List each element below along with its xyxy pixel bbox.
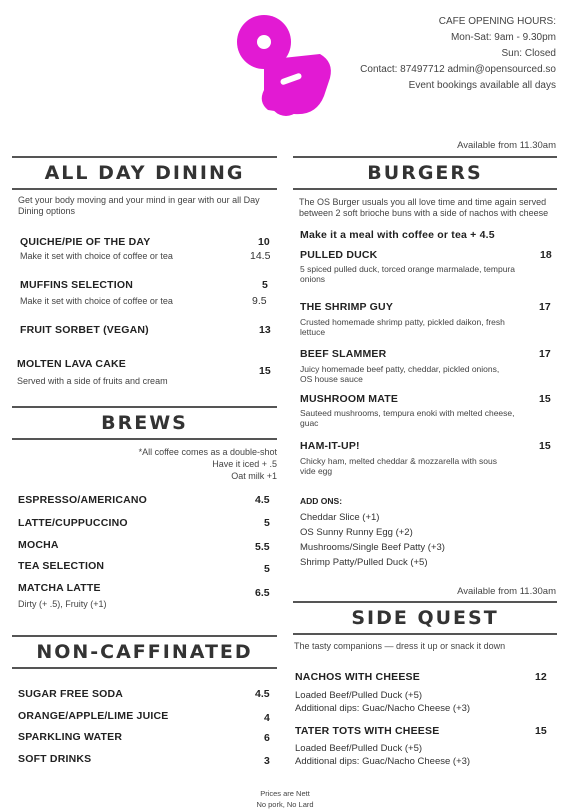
addon-item: Shrimp Patty/Pulled Duck (+5) [300,557,428,568]
menu-item-price: 5 [262,279,268,291]
addon-item: Cheddar Slice (+1) [300,512,380,523]
menu-item-price: 6.5 [255,587,270,599]
menu-item-desc: Dirty (+ .5), Fruity (+1) [18,599,107,609]
footer-prices-note: Prices are Nett [260,789,310,798]
menu-item-desc: 5 spiced pulled duck, torced orange marmalade, tempura onions [300,264,515,284]
sunday-hours: Sun: Closed [501,48,556,59]
menu-item-price: 5 [264,563,270,575]
addons-list [300,510,445,570]
side-quest-availability: Available from 11.30am [457,586,556,597]
menu-item-price: 18 [540,249,552,261]
menu-item-price: 12 [535,671,547,683]
menu-item-desc: Sauteed mushrooms, tempura enoki with melted cheese, guac [300,408,515,428]
menu-item-name: QUICHE/PIE OF THE DAY [20,236,151,248]
menu-item-name: MUFFINS SELECTION [20,279,134,291]
meal-note: Make it a meal with coffee or tea + 4.5 [300,229,495,241]
brews-note: Have it iced + .5 [212,459,277,469]
menu-item-name: ESPRESSO/AMERICANO [18,494,148,506]
footer [0,788,570,810]
cafe-info [360,14,556,94]
menu-item-price: 13 [259,324,271,336]
os-logo-icon [228,12,336,118]
menu-item-options [295,742,470,768]
menu-item-price: 5 [264,517,270,529]
menu-item-name: MOLTEN LAVA CAKE [17,358,126,370]
menu-item-desc: Chicky ham, melted cheddar & mozzarella with sous vide egg [300,456,497,476]
menu-item-price: 15 [539,393,551,405]
menu-item-price: 4 [264,712,270,724]
menu-item-name: LATTE/CUPPUCCINO [18,517,128,529]
menu-item-price: 5.5 [255,541,270,553]
option-line: Additional dips: Guac/Nacho Cheese (+3) [295,756,471,767]
burgers-intro: The OS Burger usuals you all love time and time again served between 2 soft brioche buns with a side of nachos with cheese [299,197,549,218]
side-quest-intro: The tasty companions — dress it up or snack it down [294,641,506,651]
menu-item-name: TEA SELECTION [18,560,105,572]
hours-title: CAFE OPENING HOURS: [438,16,556,27]
all-day-intro: Get your body moving and your mind in gear with our all Day Dining options [18,195,260,216]
menu-item-addon: Make it set with choice of coffee or tea [20,251,173,261]
menu-item-name: ORANGE/APPLE/LIME JUICE [18,710,169,722]
menu-item-name: MUSHROOM MATE [300,393,399,405]
menu-item-desc: Served with a side of fruits and cream [17,376,168,386]
menu-item-desc: Crusted homemade shrimp patty, pickled daikon, fresh lettuce [300,317,505,337]
non-caffinated-heading: NON-CAFFINATED [12,635,277,669]
side-quest-heading: SIDE QUEST [293,601,557,635]
brews-note: Oat milk +1 [231,471,277,481]
burgers-availability: Available from 11.30am [457,140,556,151]
menu-item-desc: Juicy homemade beef patty, cheddar, pickled onions, OS house sauce [300,364,500,384]
menu-item-name: MOCHA [18,539,59,551]
menu-item-name: SOFT DRINKS [18,753,92,765]
menu-item-addon: Make it set with choice of coffee or tea [20,296,173,306]
menu-item-name: PULLED DUCK [300,249,378,261]
option-line: Loaded Beef/Pulled Duck (+5) [295,690,423,701]
menu-item-price: 3 [264,755,270,767]
menu-item-price: 10 [258,236,270,248]
addon-item: Mushrooms/Single Beef Patty (+3) [300,542,445,553]
event-bookings: Event bookings available all days [408,80,556,91]
menu-item-name: MATCHA LATTE [18,582,101,594]
menu-item-options [295,689,470,715]
menu-item-price: 4.5 [255,688,270,700]
addon-item: OS Sunny Runny Egg (+2) [300,527,413,538]
contact-info: Contact: 87497712 admin@opensourced.so [360,64,556,75]
all-day-dining-heading: ALL DAY DINING [12,156,277,190]
menu-item-name: SUGAR FREE SODA [18,688,124,700]
brews-heading: BREWS [12,406,277,440]
brews-note: *All coffee comes as a double-shot [138,447,277,457]
menu-item-price: 15 [535,725,547,737]
option-line: Additional dips: Guac/Nacho Cheese (+3) [295,703,471,714]
menu-item-price: 17 [539,348,551,360]
menu-item-name: BEEF SLAMMER [300,348,387,360]
menu-item-addon-price: 9.5 [252,295,267,307]
menu-item-name: SPARKLING WATER [18,731,123,743]
addons-title: ADD ONS: [300,496,343,506]
menu-item-name: HAM-IT-UP! [300,440,360,452]
option-line: Loaded Beef/Pulled Duck (+5) [295,743,423,754]
menu-item-addon-price: 14.5 [250,250,271,262]
menu-item-name: FRUIT SORBET (VEGAN) [20,324,149,336]
menu-item-price: 15 [259,365,271,377]
menu-item-price: 15 [539,440,551,452]
brews-notes [139,446,277,482]
menu-item-name: THE SHRIMP GUY [300,301,394,313]
menu-item-name: TATER TOTS WITH CHEESE [295,725,440,737]
menu-item-name: NACHOS WITH CHEESE [295,671,420,683]
menu-item-price: 4.5 [255,494,270,506]
menu-item-price: 6 [264,732,270,744]
weekday-hours: Mon-Sat: 9am - 9.30pm [450,32,556,43]
menu-item-price: 17 [539,301,551,313]
burgers-heading: BURGERS [293,156,557,190]
footer-dietary-note: No pork, No Lard [256,800,314,809]
